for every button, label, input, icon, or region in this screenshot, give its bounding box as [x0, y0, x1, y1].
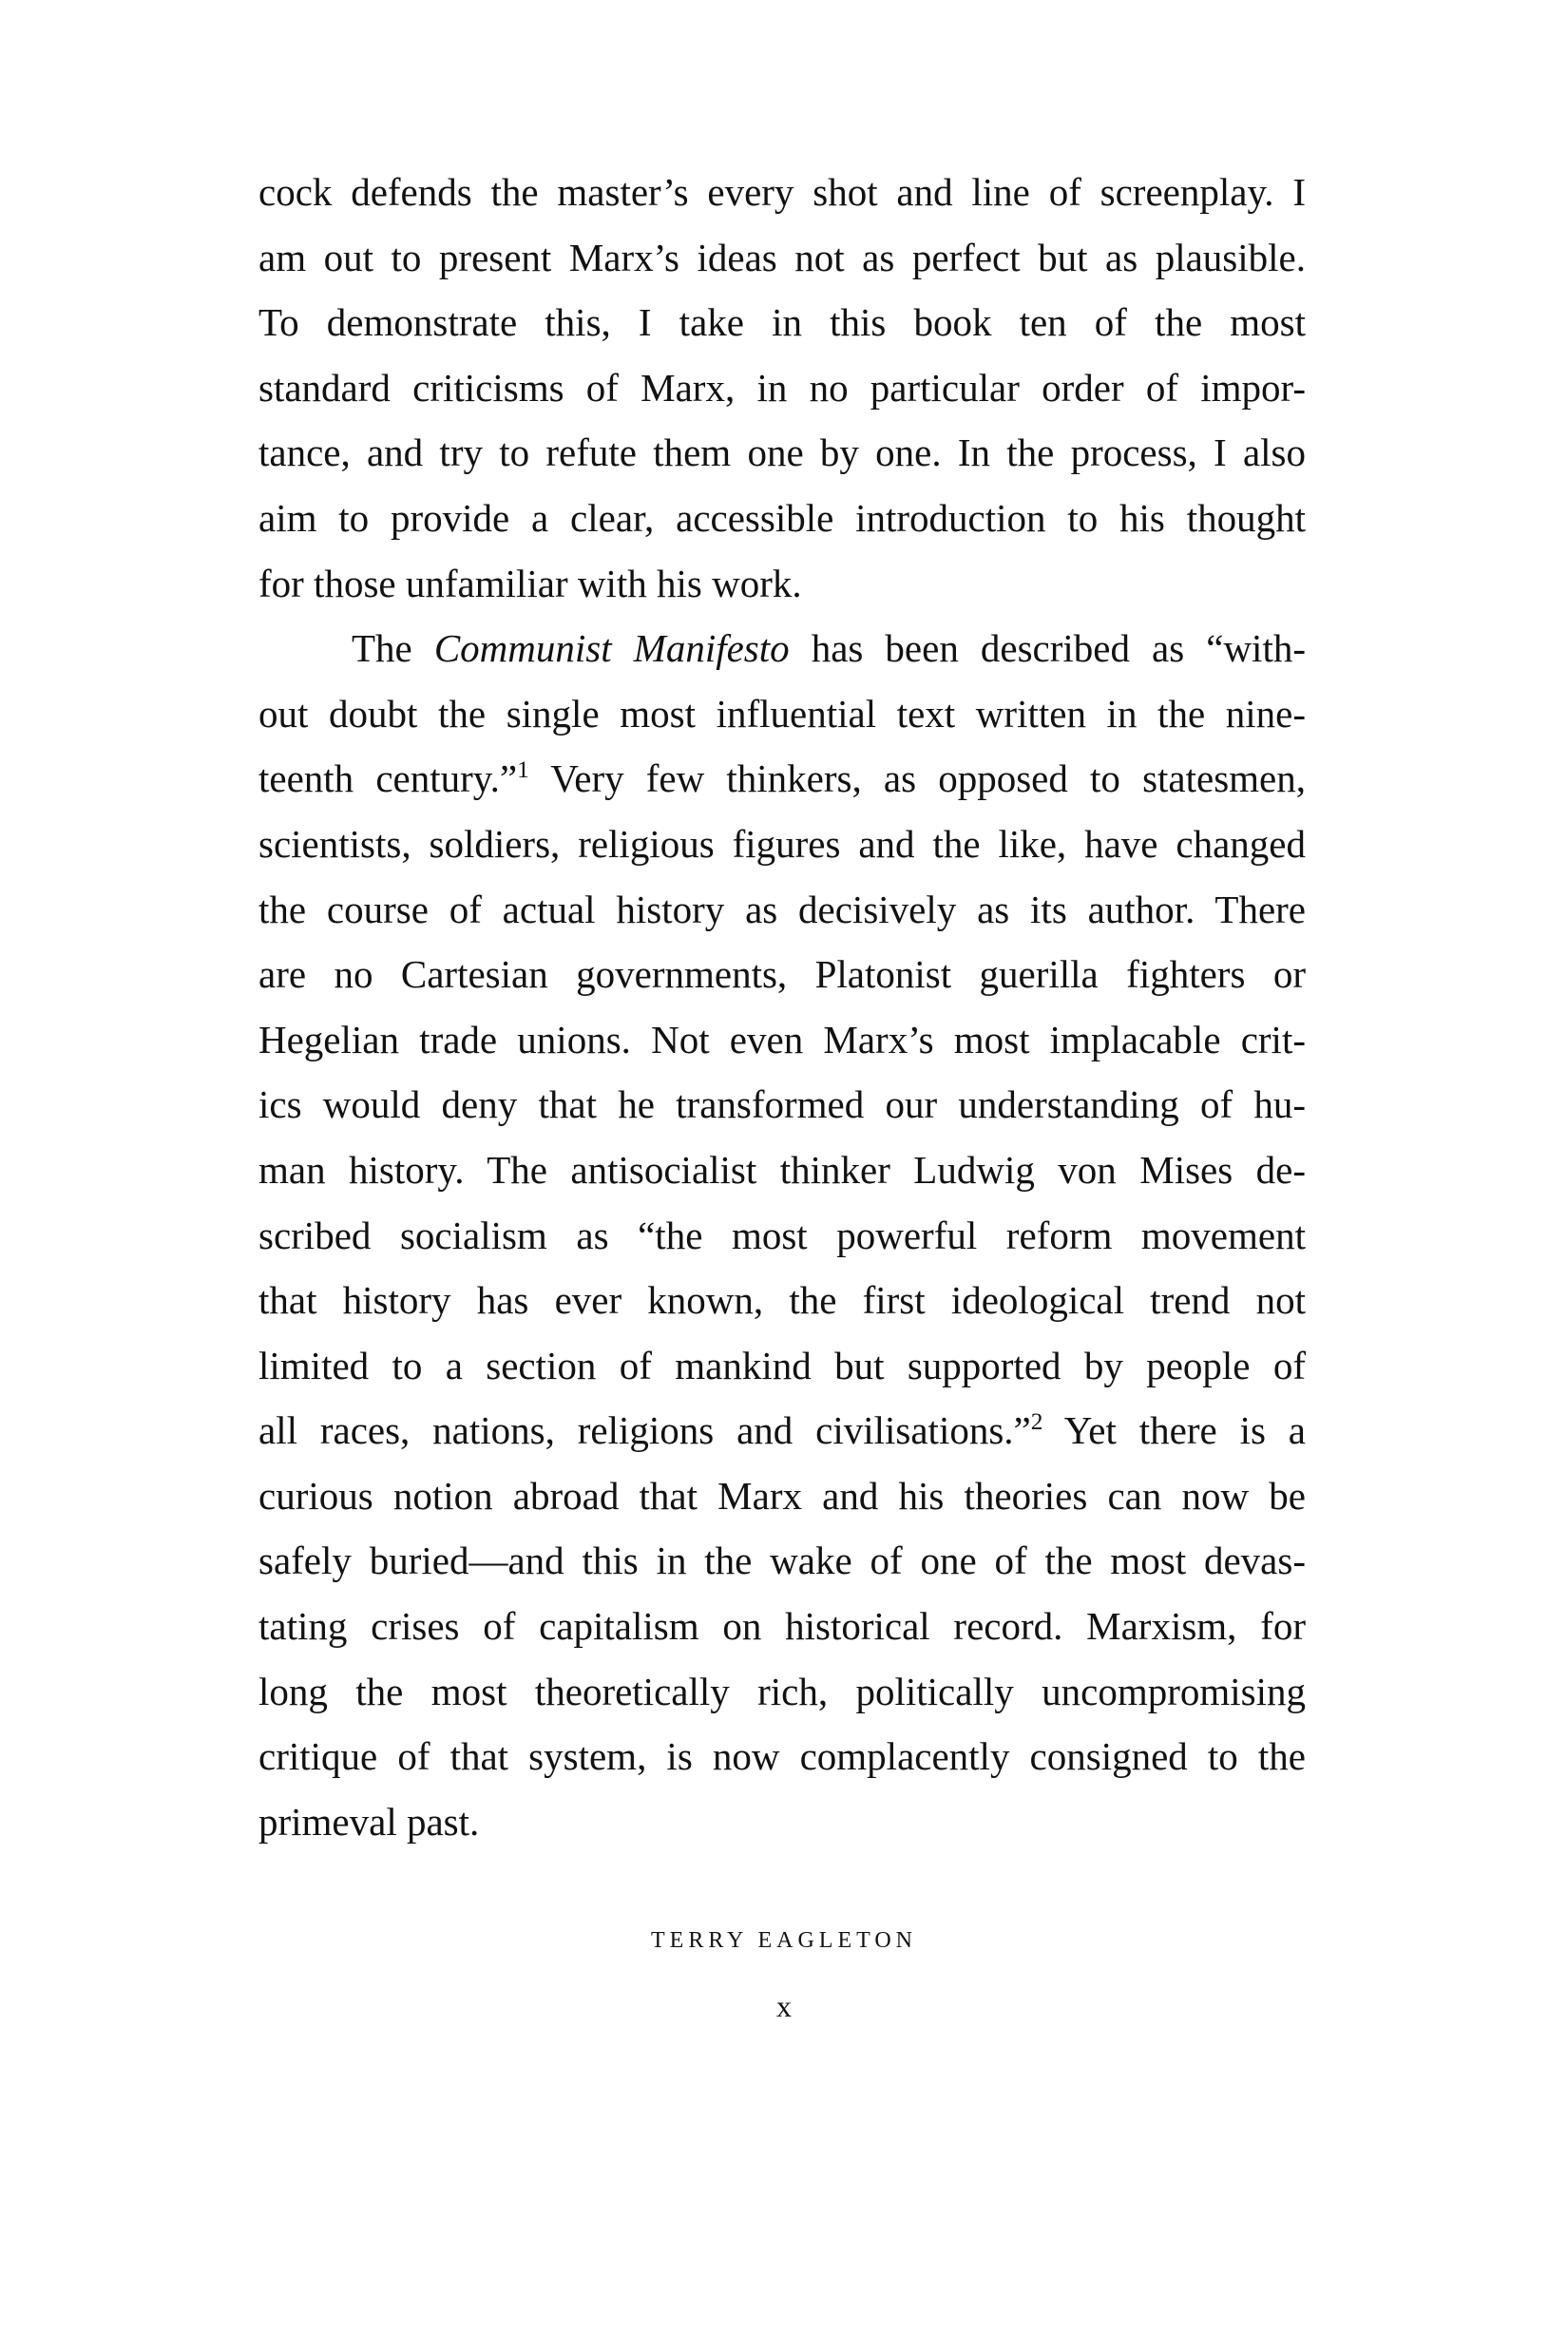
text-line: am out to present Marx’s ideas not as perfect but as plausible.	[258, 235, 1306, 279]
text-line: long the most theoretically rich, politically uncompromising	[258, 1669, 1306, 1713]
text-line: cock defends the master’s every shot and line of screenplay. I	[258, 170, 1306, 214]
running-head: TERRY EAGLETON	[651, 1928, 917, 1953]
text-line	[258, 616, 1306, 681]
footnote-ref-1[interactable]: 1	[517, 756, 529, 784]
text-line: curious notion abroad that Marx and his theories can now be	[258, 1473, 1306, 1518]
text-line: are no Cartesian governments, Platonist guerilla fighters or	[258, 952, 1306, 997]
paragraph-2	[258, 616, 1306, 1854]
text-line: Hegelian trade unions. Not even Marx’s most implacable crit-	[258, 1017, 1306, 1061]
paragraph-1	[258, 160, 1306, 616]
text-line: for those unfamiliar with his work.	[258, 561, 802, 605]
text-line	[258, 746, 1306, 812]
text-run: all races, nations, religions and civilisations.”	[258, 1408, 1031, 1453]
text-run: The	[352, 626, 434, 671]
body-text	[258, 160, 1306, 1854]
text-line: man history. The antisocialist thinker Ludwig von Mises de-	[258, 1147, 1306, 1192]
text-line: To demonstrate this, I take in this book ten of the most	[258, 300, 1306, 345]
text-line: scientists, soldiers, religious figures and the like, have changed	[258, 821, 1306, 866]
footnote-ref-2[interactable]: 2	[1030, 1408, 1043, 1436]
text-line: ics would deny that he transformed our understanding of hu-	[258, 1082, 1306, 1127]
text-run: Very few thinkers, as opposed to statesmen,	[528, 756, 1307, 801]
text-line: the course of actual history as decisively as its author. There	[258, 887, 1306, 931]
text-line: safely buried—and this in the wake of one of the most devas-	[258, 1539, 1306, 1583]
text-run: Yet there is a	[1042, 1408, 1306, 1453]
text-line: tating crises of capitalism on historical record. Marxism, for	[258, 1604, 1306, 1649]
text-line: tance, and try to refute them one by one. In the process, I also	[258, 430, 1306, 475]
text-line: out doubt the single most influential text written in the nine-	[258, 691, 1306, 736]
text-line: aim to provide a clear, accessible introduction to his thought	[258, 495, 1306, 540]
text-line: scribed socialism as “the most powerful reform movement	[258, 1213, 1306, 1257]
book-title: Communist Manifesto	[433, 626, 790, 671]
text-line: primeval past.	[258, 1799, 480, 1844]
text-line: critique of that system, is now complacently consigned to the	[258, 1734, 1306, 1779]
text-run: has been described as “with-	[789, 626, 1306, 671]
text-line: limited to a section of mankind but supported by people of	[258, 1343, 1306, 1387]
page-number: x	[776, 1989, 792, 2023]
text-line	[258, 1398, 1306, 1463]
text-line: that history has ever known, the first ideological trend not	[258, 1278, 1306, 1323]
text-line: standard criticisms of Marx, in no particular order of impor-	[258, 365, 1306, 410]
text-run: teenth century.”	[258, 756, 518, 801]
